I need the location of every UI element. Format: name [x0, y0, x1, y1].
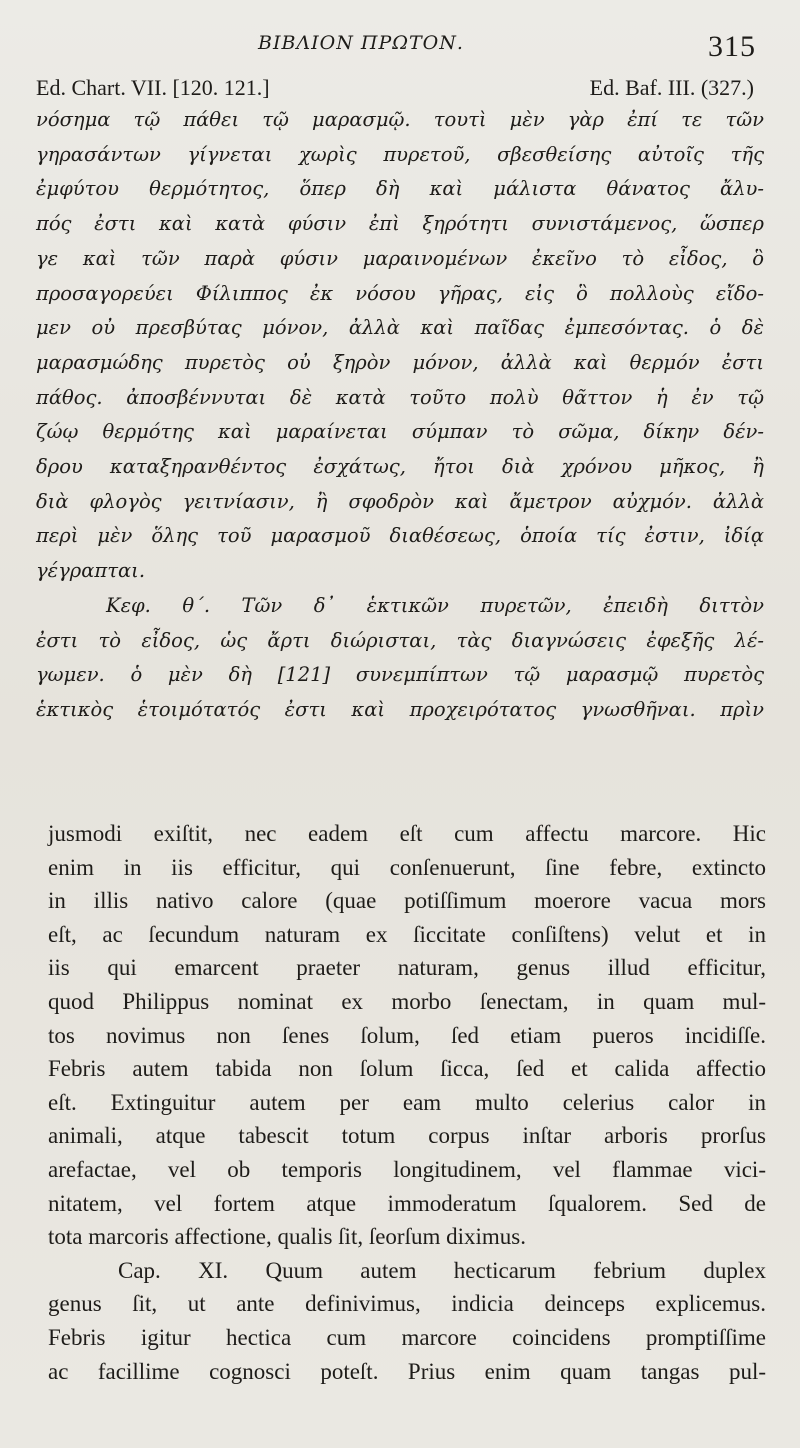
latin-line: enim in iis efficitur, qui conſenuerunt, ſine febre, extincto [48, 854, 766, 880]
latin-line: genus ſit, ut ante definivimus, indicia deinceps explicemus. [48, 1291, 766, 1317]
greek-line: ἐμφύτου θερμότητος, ὅπερ δὴ καὶ μάλιστα θάνατος ἄλυ- [36, 177, 764, 201]
latin-line: Febris igitur hectica cum marcore coincidens promptiſſime [48, 1324, 766, 1350]
running-head [0, 30, 800, 63]
greek-line: γε καὶ τῶν παρὰ φύσιν μαραινομένων ἐκεῖνο τὸ εἶδος, ὃ [36, 246, 764, 270]
greek-line: πάθος. ἀποσβέννυται δὲ κατὰ τοῦτο πολὺ θᾶττον ἡ ἐν τῷ [36, 385, 764, 409]
latin-line: tos novimus non ſenes ſolum, ſed etiam pueros incidiſſe. [48, 1022, 766, 1048]
edition-basel-reference: Ed. Baf. III. (327.) [589, 75, 754, 100]
greek-line: μαρασμώδης πυρετὸς οὐ ξηρὸν μόνον, ἀλλὰ καὶ θερμόν ἐστι [36, 350, 764, 374]
latin-line: tota marcoris affectione, qualis ſit, ſeorſum diximus. [48, 1224, 526, 1250]
greek-line: γέγραπται. [36, 559, 146, 583]
greek-line: ἑκτικὸς ἑτοιμότατός ἐστι καὶ προχειρότατος γνωσθῆναι. πρὶν [36, 697, 764, 721]
page-number: 315 [708, 30, 756, 63]
latin-line: arefactae, vel ob temporis longitudinem, vel flammae vici- [48, 1156, 766, 1182]
latin-line: ac facillime cognosci poteſt. Prius enim quam tangas pul- [48, 1358, 766, 1384]
greek-line: δρου καταξηρανθέντος ἐσχάτως, ἤτοι διὰ χρόνου μῆκος, ἢ [36, 455, 764, 479]
latin-line: jusmodi exiſtit, nec eadem eſt cum affectu marcore. Hic [48, 821, 766, 846]
latin-line: eſt, ac ſecundum naturam ex ſiccitate conſiſtens) velut et in [48, 921, 766, 947]
greek-line: γηρασάντων γίγνεται χωρὶς πυρετοῦ, σβεσθείσης αὐτοῖς τῆς [36, 142, 764, 166]
greek-chapter-heading-line: Κεφ. θ΄. Τῶν δ᾽ ἑκτικῶν πυρετῶν, ἐπειδὴ διττὸν [106, 593, 764, 617]
latin-text-block [48, 817, 766, 1388]
greek-line: ζώῳ θερμότης καὶ μαραίνεται σύμπαν τὸ σῶμα, δίκην δέν- [36, 420, 764, 444]
running-title: ΒΙΒΛΙΟΝ ΠΡΩΤΟΝ. [258, 32, 464, 54]
greek-line: νόσημα τῷ πάθει τῷ μαρασμῷ. τουτὶ μὲν γὰρ ἐπί τε τῶν [36, 108, 764, 131]
latin-line: Febris autem tabida non ſolum ſicca, ſed et calida affectio [48, 1056, 766, 1082]
greek-line: διὰ φλογὸς γειτνίασιν, ἢ σφοδρὸν καὶ ἄμετρον αὐχμόν. ἀλλὰ [36, 489, 764, 513]
latin-line: in illis nativo calore (quae potiſſimum moerore vacua mors [48, 888, 766, 914]
greek-text-block [36, 103, 764, 728]
latin-line: animali, atque tabescit totum corpus inſtar arboris prorſus [48, 1123, 766, 1149]
greek-line: πός ἐστι καὶ κατὰ φύσιν ἐπὶ ξηρότητι συνιστάμενος, ὥσπερ [36, 212, 764, 236]
edition-chartier-reference: Ed. Chart. VII. [120. 121.] [36, 75, 270, 100]
latin-line: quod Philippus nominat ex morbo ſenectam, in quam mul- [48, 988, 766, 1014]
greek-line: γωμεν. ὁ μὲν δὴ [121] συνεμπίπτων τῷ μαρασμῷ πυρετὸς [36, 663, 764, 687]
latin-line: iis qui emarcent praeter naturam, genus illud efficitur, [48, 955, 766, 981]
latin-chapter-heading-line: Cap. XI. Quum autem hecticarum febrium duplex [118, 1257, 766, 1283]
greek-line: ἐστι τὸ εἶδος, ὡς ἄρτι διώρισται, τὰς διαγνώσεις ἐφεξῆς λέ- [36, 628, 764, 652]
latin-line: eſt. Extinguitur autem per eam multo celerius calor in [48, 1089, 766, 1115]
greek-line: περὶ μὲν ὅλης τοῦ μαρασμοῦ διαθέσεως, ὁποία τίς ἐστιν, ἰδίᾳ [36, 524, 764, 548]
latin-line: nitatem, vel fortem atque immoderatum ſqualorem. Sed de [48, 1190, 766, 1216]
greek-line: μεν οὐ πρεσβύτας μόνον, ἀλλὰ καὶ παῖδας ἐμπεσόντας. ὁ δὲ [36, 316, 764, 340]
greek-line: προσαγορεύει Φίλιππος ἐκ νόσου γῆρας, εἰς ὃ πολλοὺς εἴδο- [36, 281, 764, 305]
edition-reference-line [36, 75, 754, 103]
